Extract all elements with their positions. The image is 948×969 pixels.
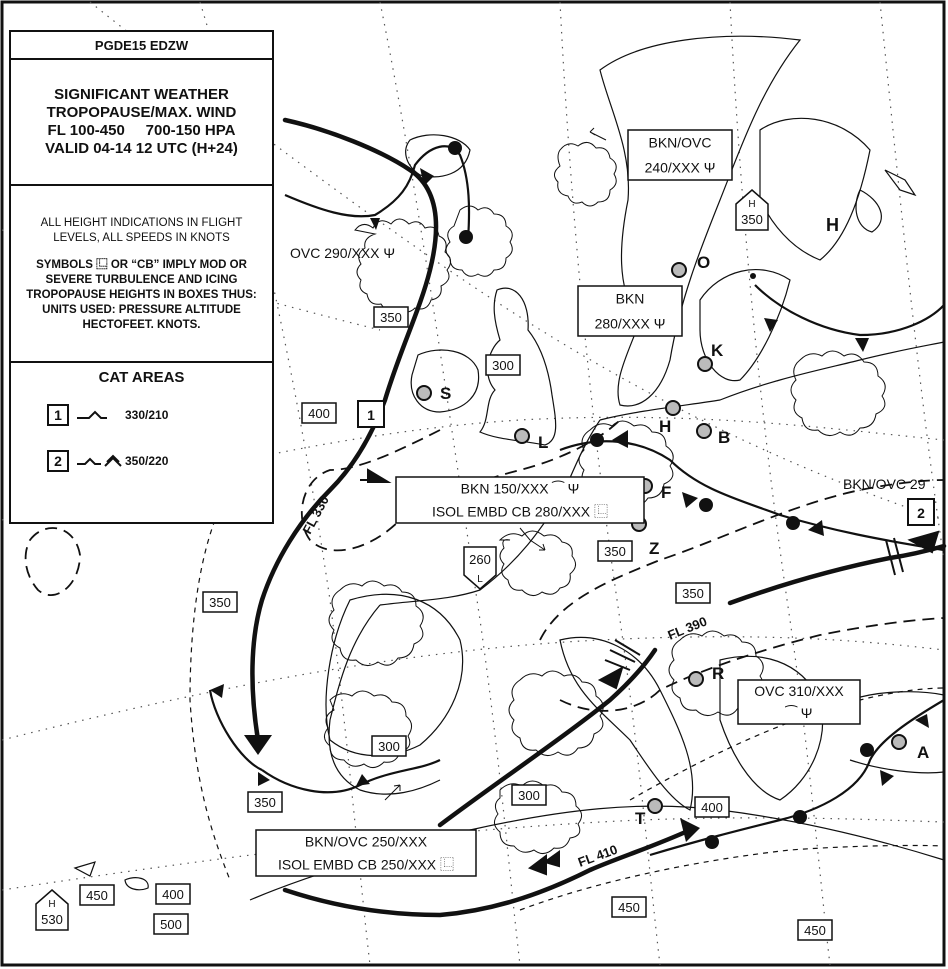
tropopause-box — [798, 920, 832, 940]
tropopause-box — [598, 541, 632, 561]
weather-box-north-sea — [628, 130, 732, 180]
tropopause-value: 450 — [86, 888, 108, 903]
tropopause-box — [156, 884, 190, 904]
high-pressure-letter: H — [826, 215, 839, 235]
tropopause-value: 350 — [682, 586, 704, 601]
jet-level-fl390: FL 390 — [665, 613, 710, 643]
city-letter: O — [697, 253, 711, 272]
cat-area-row-2 — [19, 446, 264, 476]
weather-box-line: ⁀ Ψ — [785, 705, 813, 721]
tropopause-value: 450 — [618, 900, 640, 915]
city-letter: R — [712, 664, 725, 683]
city-letter: K — [711, 341, 724, 360]
weather-box-line: 280/XXX Ψ — [594, 315, 666, 332]
tropopause-value: 350 — [380, 310, 402, 325]
tropopause-value: 300 — [518, 788, 540, 803]
tropopause-box — [612, 897, 646, 917]
title-line-2: TROPOPAUSE/MAX. WIND — [46, 104, 237, 121]
cat-area-number: 1 — [47, 404, 69, 426]
tropopause-box — [248, 792, 282, 812]
tropopause-value: 350 — [254, 795, 276, 810]
cat-marker-2-label: 2 — [917, 505, 925, 521]
tropopause-box — [80, 885, 114, 905]
tropopause-value: 300 — [492, 358, 514, 373]
jet-level-fl410: FL 410 — [575, 841, 620, 870]
tropopause-box — [374, 307, 408, 327]
tropopause-box — [203, 592, 237, 612]
cat-area-value: 350/220 — [125, 454, 169, 468]
chart-title — [11, 60, 272, 186]
cat-area-value: 330/210 — [125, 408, 169, 422]
city-letter: F — [661, 483, 672, 502]
cat-area-row-1 — [19, 400, 264, 430]
weather-box-line: OVC 310/XXX — [754, 683, 844, 699]
note-heights: ALL HEIGHT INDICATIONS IN FLIGHT LEVELS, ALL SPEEDS IN KNOTS — [40, 217, 243, 244]
tropopause-box — [512, 785, 546, 805]
tropopause-value: 350 — [604, 544, 626, 559]
tropopause-value: 400 — [308, 406, 330, 421]
east-cloud-label: BKN/OVC 29 — [843, 476, 926, 492]
weather-box-line: ISOL EMBD CB 250/XXX ⿺ — [277, 856, 455, 873]
weather-box-mediterranean — [256, 830, 476, 876]
cat-title: CAT AREAS — [98, 369, 185, 386]
atlantic-cloud-label: OVC 290/XXX Ψ — [290, 245, 396, 261]
cat-area-number: 2 — [47, 450, 69, 472]
jet-level-fl330: FL 330 — [299, 493, 332, 537]
pressure-value: 260 — [469, 552, 491, 567]
pressure-type: H — [748, 199, 756, 210]
title-line-4: VALID 04-14 12 UTC (H+24) — [45, 140, 238, 157]
turbulence-icon — [75, 454, 125, 468]
title-line-1: SIGNIFICANT WEATHER — [54, 86, 229, 103]
tropopause-box — [486, 355, 520, 375]
city-letter: Z — [649, 539, 660, 558]
weather-box-line: BKN 150/XXX ⁀ Ψ — [460, 480, 580, 497]
cat-marker-1-label: 1 — [367, 407, 375, 423]
pressure-value: 350 — [741, 212, 763, 227]
pressure-type: L — [477, 574, 483, 585]
pressure-value: 530 — [41, 912, 63, 927]
note-symbols: SYMBOLS ⿺ OR “CB” IMPLY MOD OR SEVERE TURBULENCE AND ICING TROPOPAUSE HEIGHTS IN BOXES THUS: UNITS USED: PRESSURE ALTITUDE HECTOFEET. KNOTS. — [26, 259, 257, 331]
tropopause-value: 350 — [209, 595, 231, 610]
tropopause-value: 400 — [162, 887, 184, 902]
tropopause-value: 500 — [160, 917, 182, 932]
weather-box-line: BKN/OVC 250/XXX — [304, 833, 428, 850]
tropopause-box — [302, 403, 336, 423]
tropopause-box — [676, 583, 710, 603]
cat-areas-section — [11, 363, 272, 522]
tropopause-value: 400 — [701, 800, 723, 815]
legend-notes — [11, 186, 272, 363]
weather-box-line: ISOL EMBD CB 280/XXX ⿺ — [431, 503, 609, 520]
cat-marker-2 — [908, 499, 934, 525]
city-letter: L — [538, 433, 549, 452]
weather-box-line: 240/XXX Ψ — [644, 159, 716, 176]
city-letter: T — [635, 809, 646, 828]
tropopause-box — [695, 797, 729, 817]
city-letter: A — [917, 743, 930, 762]
legend-panel — [9, 30, 274, 524]
city-letter: H — [659, 417, 672, 436]
turbulence-icon — [75, 408, 125, 422]
weather-box-balkans — [738, 680, 860, 724]
cat-marker-1 — [358, 401, 384, 427]
pressure-type: H — [48, 899, 56, 910]
weather-box-central — [396, 477, 644, 523]
tropopause-value: 300 — [378, 739, 400, 754]
weather-box-line: BKN — [615, 290, 645, 307]
weather-box-line: BKN/OVC — [648, 134, 712, 151]
city-letter: B — [718, 428, 731, 447]
title-line-3: FL 100-450 700-150 HPA — [47, 122, 236, 139]
chart-id: PGDE15 EDZW — [11, 32, 272, 60]
tropopause-box — [372, 736, 406, 756]
weather-box-baltic — [578, 286, 682, 336]
tropopause-value: 450 — [804, 923, 826, 938]
tropopause-box — [154, 914, 188, 934]
city-letter: S — [440, 384, 452, 403]
